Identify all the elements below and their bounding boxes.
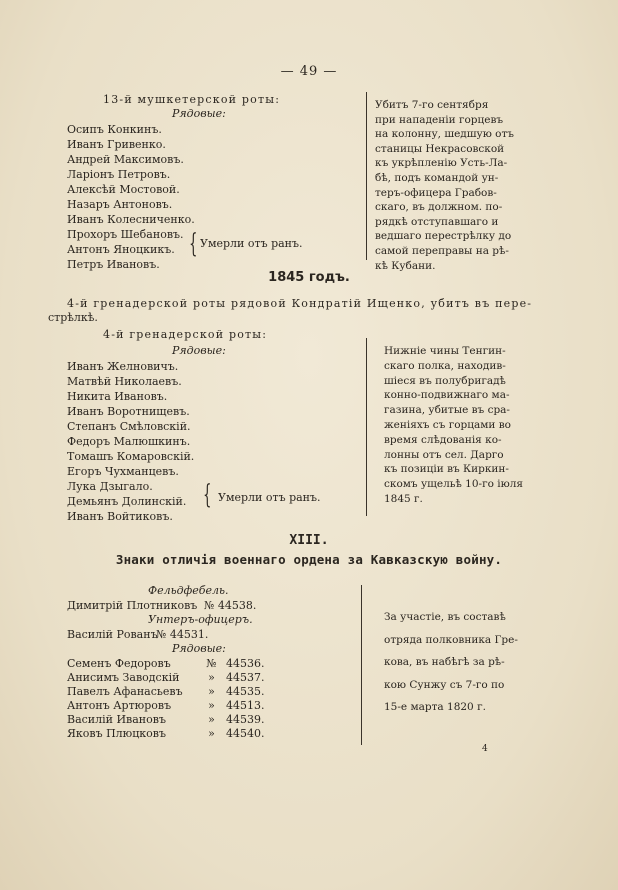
list-item: Иванъ Колесниченко.: [67, 213, 195, 226]
block1-side-note: [375, 98, 514, 273]
award-number: 44537.: [226, 671, 265, 684]
award-name: Семенъ Федоровъ: [67, 657, 171, 670]
side-note-line: скомъ ущельѣ 10-го іюля: [384, 478, 524, 491]
block2-name-list: [67, 359, 194, 524]
side-note-line: самой переправы на рѣ-: [375, 244, 509, 257]
side-note-line: станицы Некрасовской: [375, 142, 505, 155]
block2-heading: 4-й гренадерской роты:: [103, 328, 268, 341]
list-item: Томашъ Комаровскій.: [67, 450, 195, 463]
list-item: Алексѣй Мостовой.: [67, 183, 180, 196]
rank1-number: № 44538.: [204, 599, 257, 612]
award-row: [67, 670, 265, 685]
side-note-line: лонны отъ сел. Дарго: [384, 448, 504, 461]
list-item: Иванъ Войтиковъ.: [67, 510, 173, 523]
list-item: Матвѣй Николаевъ.: [67, 375, 182, 388]
side-note-line: газина, убитые въ сра-: [384, 404, 510, 417]
award-number: 44535.: [226, 685, 265, 698]
side-note-line: 1845 г.: [384, 492, 423, 505]
award-number: 44536.: [226, 657, 265, 670]
side-note-line: За участіе, въ составѣ: [384, 611, 506, 623]
side-note-line: женіяхъ съ горцами во: [384, 418, 511, 431]
side-note-line: Нижніе чины Тенгин-: [384, 345, 506, 357]
side-note-line: теръ-офицера Грабов-: [375, 186, 497, 199]
side-note-line: Убитъ 7-го сентября: [375, 99, 489, 111]
rank1-name: Димитрій Плотниковъ: [67, 599, 198, 612]
award-row: [67, 684, 265, 699]
paragraph-line-2: стрѣлкѣ.: [48, 311, 98, 324]
paragraph-line-1: 4-й гренадерской роты рядовой Кондратій Ищенко, убитъ въ пере-: [67, 297, 533, 310]
side-note-line: при нападеніи горцевъ: [375, 113, 504, 126]
award-number: 44539.: [226, 713, 265, 726]
list-item: Федоръ Малюшкинъ.: [67, 435, 191, 448]
award-mark: »: [208, 671, 215, 684]
section-number: XIII.: [289, 533, 329, 548]
side-note-line: 15-е марта 1820 г.: [384, 701, 486, 714]
side-note-line: отряда полковника Гре-: [384, 633, 518, 646]
award-mark: »: [208, 727, 215, 740]
list-item: Андрей Максимовъ.: [67, 153, 184, 166]
block2-brace-note: Умерли отъ ранъ.: [218, 491, 321, 504]
page-number: — 49 —: [280, 64, 338, 79]
section-title: Знаки отличія военнаго ордена за Кавказскую войну.: [115, 552, 503, 567]
rank-fieldwebel: Фельдфебель.: [148, 584, 229, 597]
side-note-line: кою Сунжу съ 7-го по: [384, 678, 505, 691]
award-name: Василій Ивановъ: [67, 713, 166, 726]
award-row: [67, 656, 265, 671]
brace-glyph: {: [189, 229, 198, 259]
side-note-line: рядкѣ отступавшаго и: [375, 215, 499, 228]
block1-brace-note: Умерли отъ ранъ.: [200, 237, 303, 250]
block2-subheading: Рядовые:: [172, 344, 226, 357]
list-item: Степанъ Смѣловскій.: [67, 420, 191, 433]
award-name: Павелъ Афанасьевъ: [67, 685, 183, 698]
side-note-line: кѣ Кубани.: [375, 259, 436, 272]
award-mark: №: [206, 657, 217, 670]
rank2-name: Василій Рованъ: [67, 628, 158, 641]
side-note-line: скаго полка, находив-: [384, 359, 506, 372]
award-mark: »: [208, 713, 215, 726]
brace-glyph: {: [203, 480, 212, 510]
block1-name-list: [67, 122, 198, 272]
side-note-line: кова, въ набѣгѣ за рѣ-: [384, 656, 505, 669]
list-item: Назаръ Антоновъ.: [67, 198, 173, 211]
award-name: Анисимъ Заводскій: [67, 671, 180, 684]
list-item: Иванъ Желновичъ.: [67, 360, 179, 373]
rank-privates: Рядовые:: [172, 642, 226, 655]
side-note-line: время слѣдованія ко-: [384, 433, 502, 446]
column-divider: [366, 92, 367, 260]
column-divider: [361, 585, 362, 745]
block3-side-note: [384, 606, 518, 719]
rank-nco: Унтеръ-офицеръ.: [148, 613, 253, 626]
side-note-line: бѣ, подъ командой ун-: [375, 171, 499, 184]
side-note-line: ведшаго перестрѣлку до: [375, 230, 512, 243]
column-divider: [366, 338, 367, 516]
side-note-line: къ позиціи въ Киркин-: [384, 463, 509, 476]
block1-subheading: Рядовые:: [172, 107, 226, 120]
award-name: Антонъ Артюровъ: [67, 699, 172, 712]
list-item: Ларіонъ Петровъ.: [67, 168, 171, 181]
side-note-line: скаго, въ должном. по-: [375, 201, 503, 214]
block2-side-note: [384, 344, 523, 507]
list-item: Прохоръ Шебановъ.: [67, 228, 184, 241]
rank2-number: № 44531.: [156, 628, 209, 641]
side-note-line: на колонну, шедшую отъ: [375, 128, 514, 141]
award-mark: »: [208, 685, 215, 698]
side-note-line: къ укрѣпленію Усть-Ла-: [375, 157, 508, 170]
award-number: 44513.: [226, 699, 265, 712]
list-item: Демьянъ Долинскій.: [67, 495, 187, 508]
list-item: Никита Ивановъ.: [67, 390, 168, 403]
list-item: Иванъ Гривенко.: [67, 138, 166, 151]
list-item: Осипъ Конкинъ.: [67, 123, 162, 136]
award-name: Яковъ Плюцковъ: [67, 727, 166, 740]
year-heading: 1845 годъ.: [268, 270, 350, 285]
side-note-line: шіеся въ полубригадѣ: [384, 374, 506, 387]
award-row: [67, 726, 265, 741]
list-item: Лука Дзыгало.: [67, 480, 153, 493]
list-item: Антонъ Яноцкикъ.: [67, 243, 175, 256]
award-number: 44540.: [226, 727, 265, 740]
side-note-line: конно-подвижнаго ма-: [384, 389, 510, 402]
signature-mark: 4: [482, 744, 488, 754]
award-row: [67, 712, 265, 727]
list-item: Иванъ Воротнищевъ.: [67, 405, 190, 418]
list-item: Петръ Ивановъ.: [67, 258, 160, 271]
list-item: Егоръ Чухманцевъ.: [67, 465, 179, 478]
award-mark: »: [208, 699, 215, 712]
award-row: [67, 698, 265, 713]
block1-heading: 13-й мушкетерской роты:: [103, 93, 281, 106]
